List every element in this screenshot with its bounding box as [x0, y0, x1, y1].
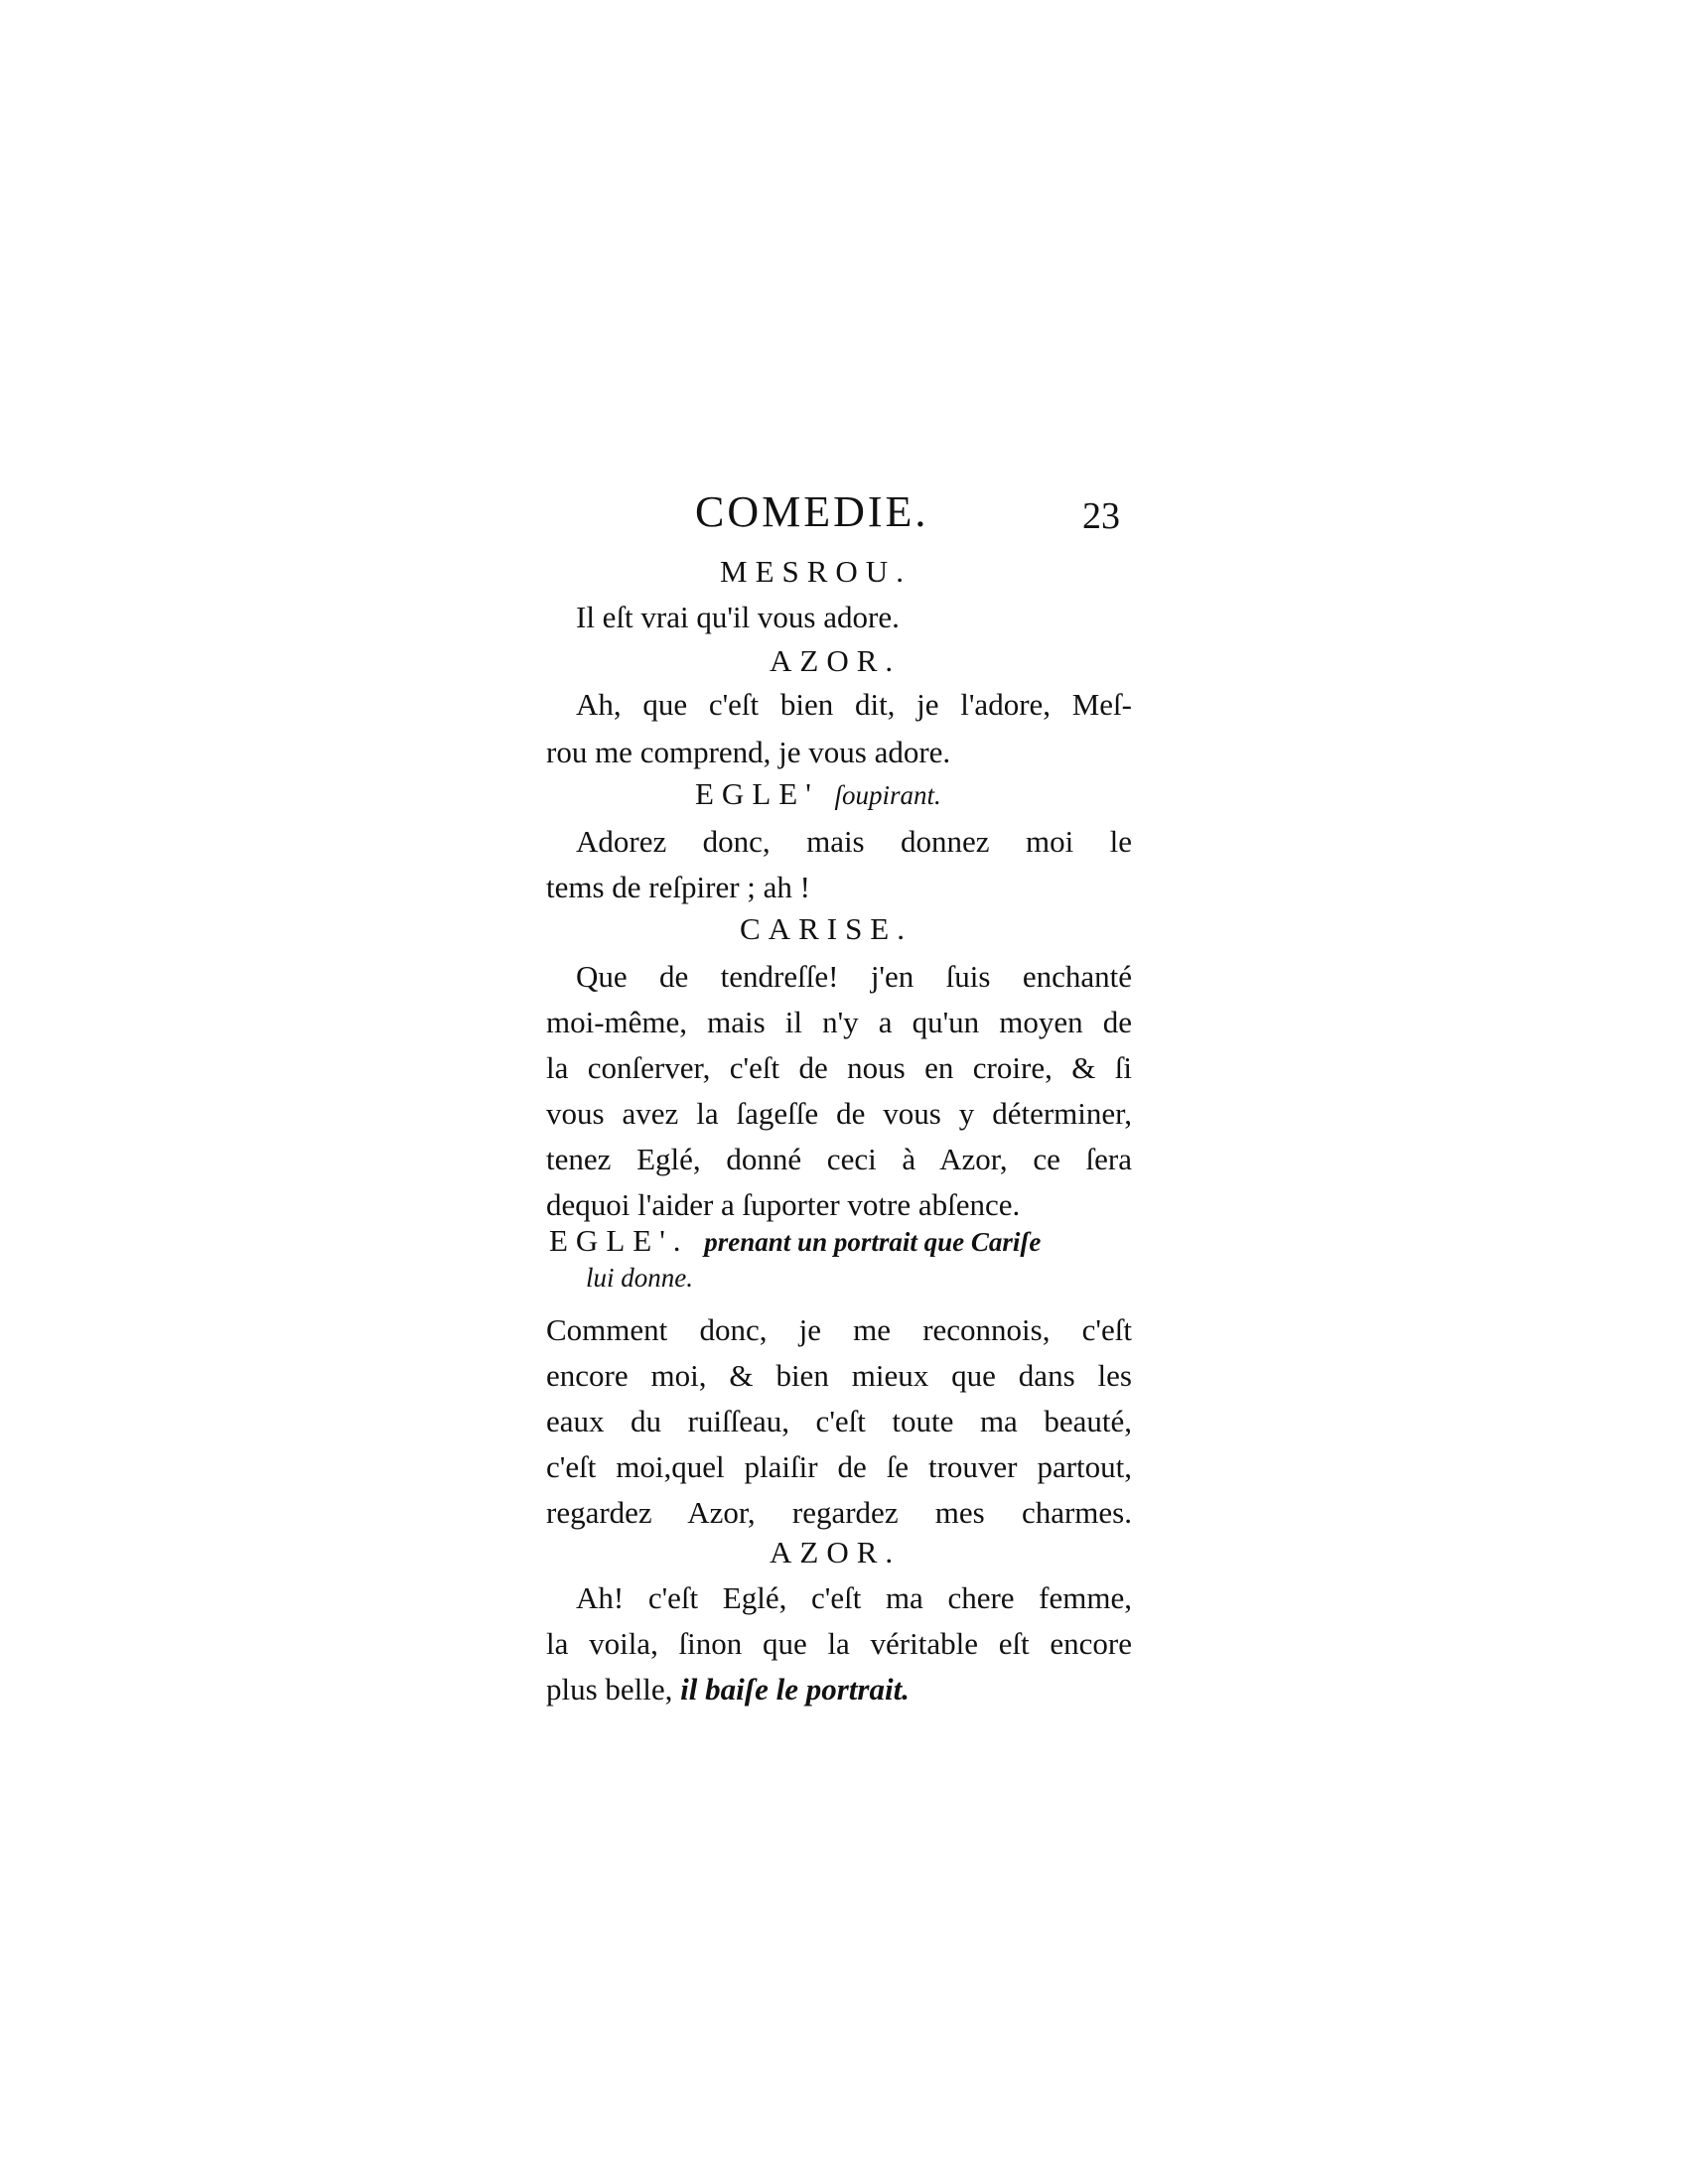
dialogue-text: regardez Azor, regardez mes charmes.: [546, 1495, 1132, 1530]
dialogue-line: [546, 1445, 1132, 1489]
running-title: COMEDIE.: [695, 487, 929, 536]
dialogue-text: plus belle,: [546, 1672, 673, 1706]
dialogue-line: [576, 820, 1132, 864]
speaker-name: CARISE.: [740, 911, 913, 946]
dialogue-text: Ah, que c'eſt bien dit, je l'adore, Meſ-: [576, 687, 1132, 722]
speaker-heading: [695, 776, 941, 812]
dialogue-text: la conſerver, c'eſt de nous en croire, & ſi: [546, 1050, 1132, 1085]
dialogue-text: tenez Eglé, donné ceci à Azor, ce ſera: [546, 1142, 1132, 1176]
dialogue-text: eaux du ruiſſeau, c'eſt toute ma beauté,: [546, 1404, 1132, 1438]
dialogue-line: [546, 1354, 1132, 1398]
page-number: 23: [1082, 495, 1120, 537]
dialogue-text: c'eſt moi,quel plaiſir de ſe trouver partout,: [546, 1449, 1132, 1484]
dialogue-line: [546, 866, 1132, 909]
dialogue-text: Que de tendreſſe! j'en ſuis enchanté: [576, 959, 1132, 994]
dialogue-text: vous avez la ſageſſe de vous y déterminer,: [546, 1096, 1132, 1131]
dialogue-line: [546, 1183, 1132, 1227]
dialogue-line: [576, 1576, 1132, 1620]
dialogue-line: [546, 1138, 1132, 1181]
speaker-name: AZOR.: [770, 643, 902, 678]
dialogue-text: encore moi, & bien mieux que dans les: [546, 1358, 1132, 1393]
speaker-name: AZOR.: [770, 1535, 902, 1570]
dialogue-line: [546, 1046, 1132, 1090]
dialogue-line: [546, 596, 1132, 639]
dialogue-line: [546, 1092, 1132, 1136]
dialogue-line: [576, 955, 1132, 999]
dialogue-text: Ah! c'eſt Eglé, c'eſt ma chere femme,: [576, 1580, 1132, 1615]
dialogue-line: [546, 1668, 1132, 1711]
dialogue-text: la voila, ſinon que la véritable eſt encore: [546, 1626, 1132, 1661]
dialogue-line: [576, 683, 1132, 727]
dialogue-text: Adorez donc, mais donnez moi le: [576, 824, 1132, 859]
dialogue-text: tems de reſpirer ; ah !: [546, 870, 810, 904]
speaker-name: EGLE'.: [549, 1223, 689, 1258]
stage-direction: prenant un portrait que Cariſe: [704, 1227, 1042, 1257]
dialogue-line: [546, 1491, 1132, 1535]
dialogue-line: [546, 1400, 1132, 1443]
dialogue-text: Comment donc, je me reconnois, c'eſt: [546, 1312, 1132, 1347]
stage-direction: il baiſe le portrait.: [680, 1672, 910, 1706]
speaker-name: MESROU.: [720, 554, 912, 589]
dialogue-text: dequoi l'aider a ſuporter votre abſence.: [546, 1187, 1021, 1222]
dialogue-line: [546, 731, 1132, 774]
dialogue-text: moi-même, mais il n'y a qu'un moyen de: [546, 1005, 1132, 1039]
stage-direction-continued: lui donne.: [586, 1263, 693, 1293]
speaker-name: EGLE': [695, 776, 819, 811]
dialogue-line: [546, 1308, 1132, 1352]
dialogue-text: rou me comprend, je vous adore.: [546, 735, 951, 769]
dialogue-line: [546, 1622, 1132, 1666]
dialogue-line: [546, 1001, 1132, 1044]
dialogue-text: Il eſt vrai qu'il vous adore.: [576, 600, 900, 634]
speaker-heading: [549, 1223, 1041, 1259]
stage-direction: ſoupirant.: [834, 780, 941, 810]
